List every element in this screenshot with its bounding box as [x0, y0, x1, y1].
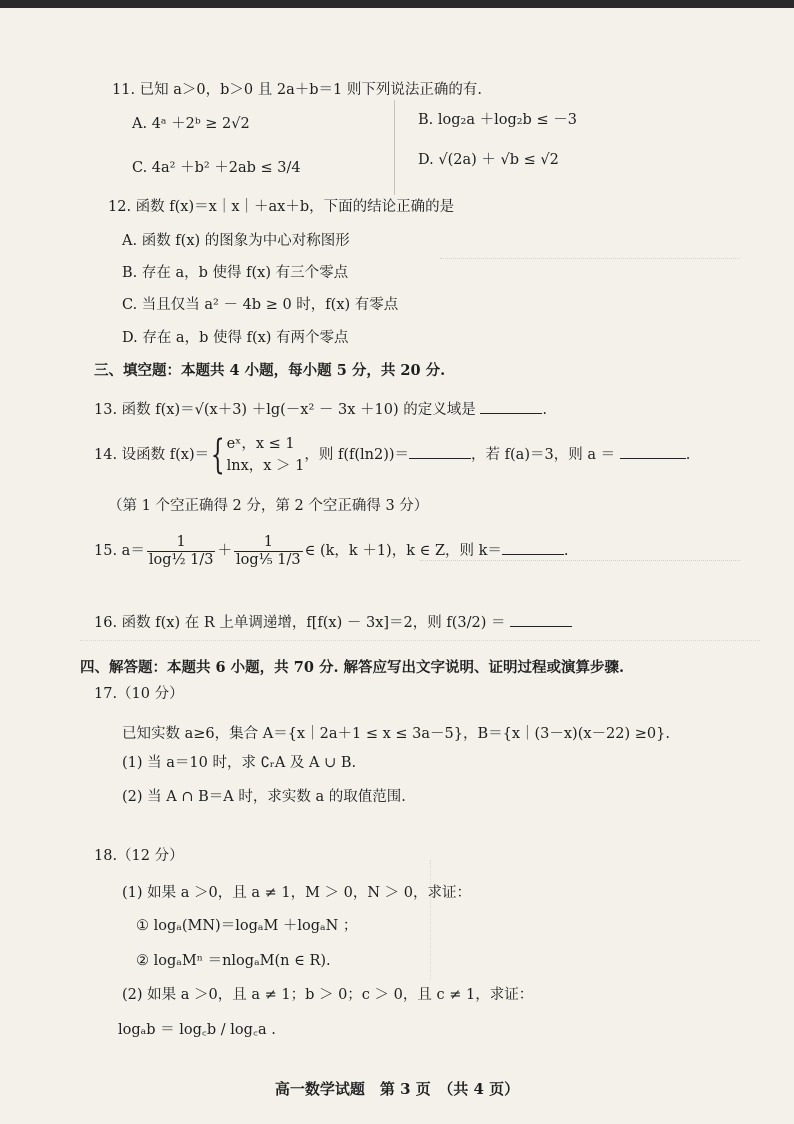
q11-option-a	[132, 114, 250, 134]
q14	[94, 432, 690, 478]
fraction-denominator: log⅕ 1/3	[235, 551, 301, 568]
q14-prefix: 14. 设函数 f(x)＝	[94, 447, 210, 463]
q17-given: 已知实数 a≥6，集合 A＝{x｜2a＋1 ≤ x ≤ 3a－5}，B＝{x｜(3－x)(x－22) ≥0}.	[122, 726, 670, 742]
q14-case-1: eˣ，x ≤ 1	[226, 436, 295, 452]
q12-option-b: B. 存在 a，b 使得 f(x) 有三个零点	[122, 265, 349, 281]
q14-score-note: （第 1 个空正确得 2 分，第 2 个空正确得 3 分）	[108, 498, 429, 514]
scan-top-edge	[0, 0, 794, 8]
q16-text: 16. 函数 f(x) 在 R 上单调递增，f[f(x) － 3x]＝2，则 f(3/2) ＝	[94, 615, 506, 631]
q14-middle: ，则 f(f(ln2))＝	[304, 447, 410, 463]
fraction-numerator: 1	[147, 534, 216, 552]
q11-option-c	[132, 158, 301, 178]
q14-case-2: lnx，x ＞ 1	[226, 458, 305, 474]
q15-end: .	[563, 543, 569, 559]
q18-claim-3: logₐb ＝ log꜀b / log꜀a .	[118, 1022, 276, 1038]
bleed-through-mark	[80, 640, 760, 653]
q14-middle2: ，若 f(a)＝3，则 a ＝	[471, 447, 616, 463]
fraction-numerator: 1	[234, 534, 303, 552]
q13-text: 13. 函数 f(x)＝√(x＋3) ＋lg(－x² － 3x ＋10) 的定义域是	[94, 402, 476, 418]
option-label: D.	[418, 152, 434, 168]
option-expression: √(2a) ＋ √b ≤ √2	[438, 152, 559, 168]
q12-option-d: D. 存在 a，b 使得 f(x) 有两个零点	[122, 330, 349, 346]
q11-stem: 11. 已知 a＞0，b＞0 且 2a＋b＝1 则下列说法正确的有.	[112, 82, 482, 98]
bleed-through-mark	[430, 860, 761, 980]
q11-option-b	[418, 110, 577, 130]
q18-claim-1: ① logₐ(MN)＝logₐM ＋logₐN ；	[136, 918, 358, 934]
answer-blank[interactable]	[480, 399, 542, 414]
option-expression: log₂a ＋log₂b ≤ －3	[437, 112, 577, 128]
q15	[94, 528, 569, 574]
q13	[94, 399, 547, 420]
q18-part-1: (1) 如果 a ＞0，且 a ≠ 1，M ＞ 0，N ＞ 0，求证：	[122, 885, 472, 901]
option-label: B.	[418, 112, 434, 128]
q17-header: 17.（10 分）	[94, 686, 184, 702]
option-label: C.	[132, 160, 148, 176]
column-divider	[394, 100, 395, 195]
q12-option-a: A. 函数 f(x) 的图象为中心对称图形	[122, 233, 350, 249]
q15-suffix: ∈ (k，k ＋1)，k ∈ Z，则 k＝	[304, 543, 502, 559]
q17-part-2: (2) 当 A ∩ B＝A 时，求实数 a 的取值范围.	[122, 789, 406, 805]
page-footer: 高一数学试题 第 3 页 （共 4 页）	[274, 1080, 520, 1098]
q12-stem: 12. 函数 f(x)＝x｜x｜＋ax＋b，下面的结论正确的是	[108, 199, 455, 215]
q11-option-d	[418, 150, 559, 170]
q17-part-1: (1) 当 a＝10 时，求 ∁ᵣA 及 A ∪ B.	[122, 755, 357, 771]
option-expression: 4a² ＋b² ＋2ab ≤ 3/4	[151, 160, 301, 176]
q12-option-c: C. 当且仅当 a² － 4b ≥ 0 时，f(x) 有零点	[122, 297, 399, 313]
q16	[94, 612, 572, 633]
q14-end: .	[685, 447, 691, 463]
option-label: A.	[132, 116, 148, 132]
q18-header: 18.（12 分）	[94, 848, 184, 864]
answer-blank[interactable]	[510, 612, 572, 627]
brace-glyph: {	[210, 432, 225, 478]
answer-blank[interactable]	[502, 540, 564, 555]
answer-blank[interactable]	[409, 444, 471, 459]
fraction	[234, 534, 303, 569]
bleed-through-mark	[440, 258, 740, 271]
answer-blank[interactable]	[620, 444, 686, 459]
option-expression: 4ᵃ ＋2ᵇ ≥ 2√2	[151, 116, 250, 132]
section-four-heading: 四、解答题：本题共 6 小题，共 70 分. 解答应写出文字说明、证明过程或演算步骤.	[80, 659, 625, 676]
section-three-heading: 三、填空题：本题共 4 小题，每小题 5 分，共 20 分.	[94, 362, 446, 379]
q18-part-2: (2) 如果 a ＞0，且 a ≠ 1；b ＞ 0；c ＞ 0，且 c ≠ 1，求证：	[122, 987, 534, 1003]
plus-sign: ＋	[217, 543, 232, 559]
fraction-denominator: log½ 1/3	[148, 551, 214, 568]
q18-claim-2: ② logₐMⁿ ＝nlogₐM(n ∈ R).	[136, 953, 331, 969]
fraction	[147, 534, 216, 569]
q15-prefix: 15. a＝	[94, 543, 145, 559]
q14-cases	[227, 433, 305, 477]
q13-end: .	[542, 402, 547, 418]
